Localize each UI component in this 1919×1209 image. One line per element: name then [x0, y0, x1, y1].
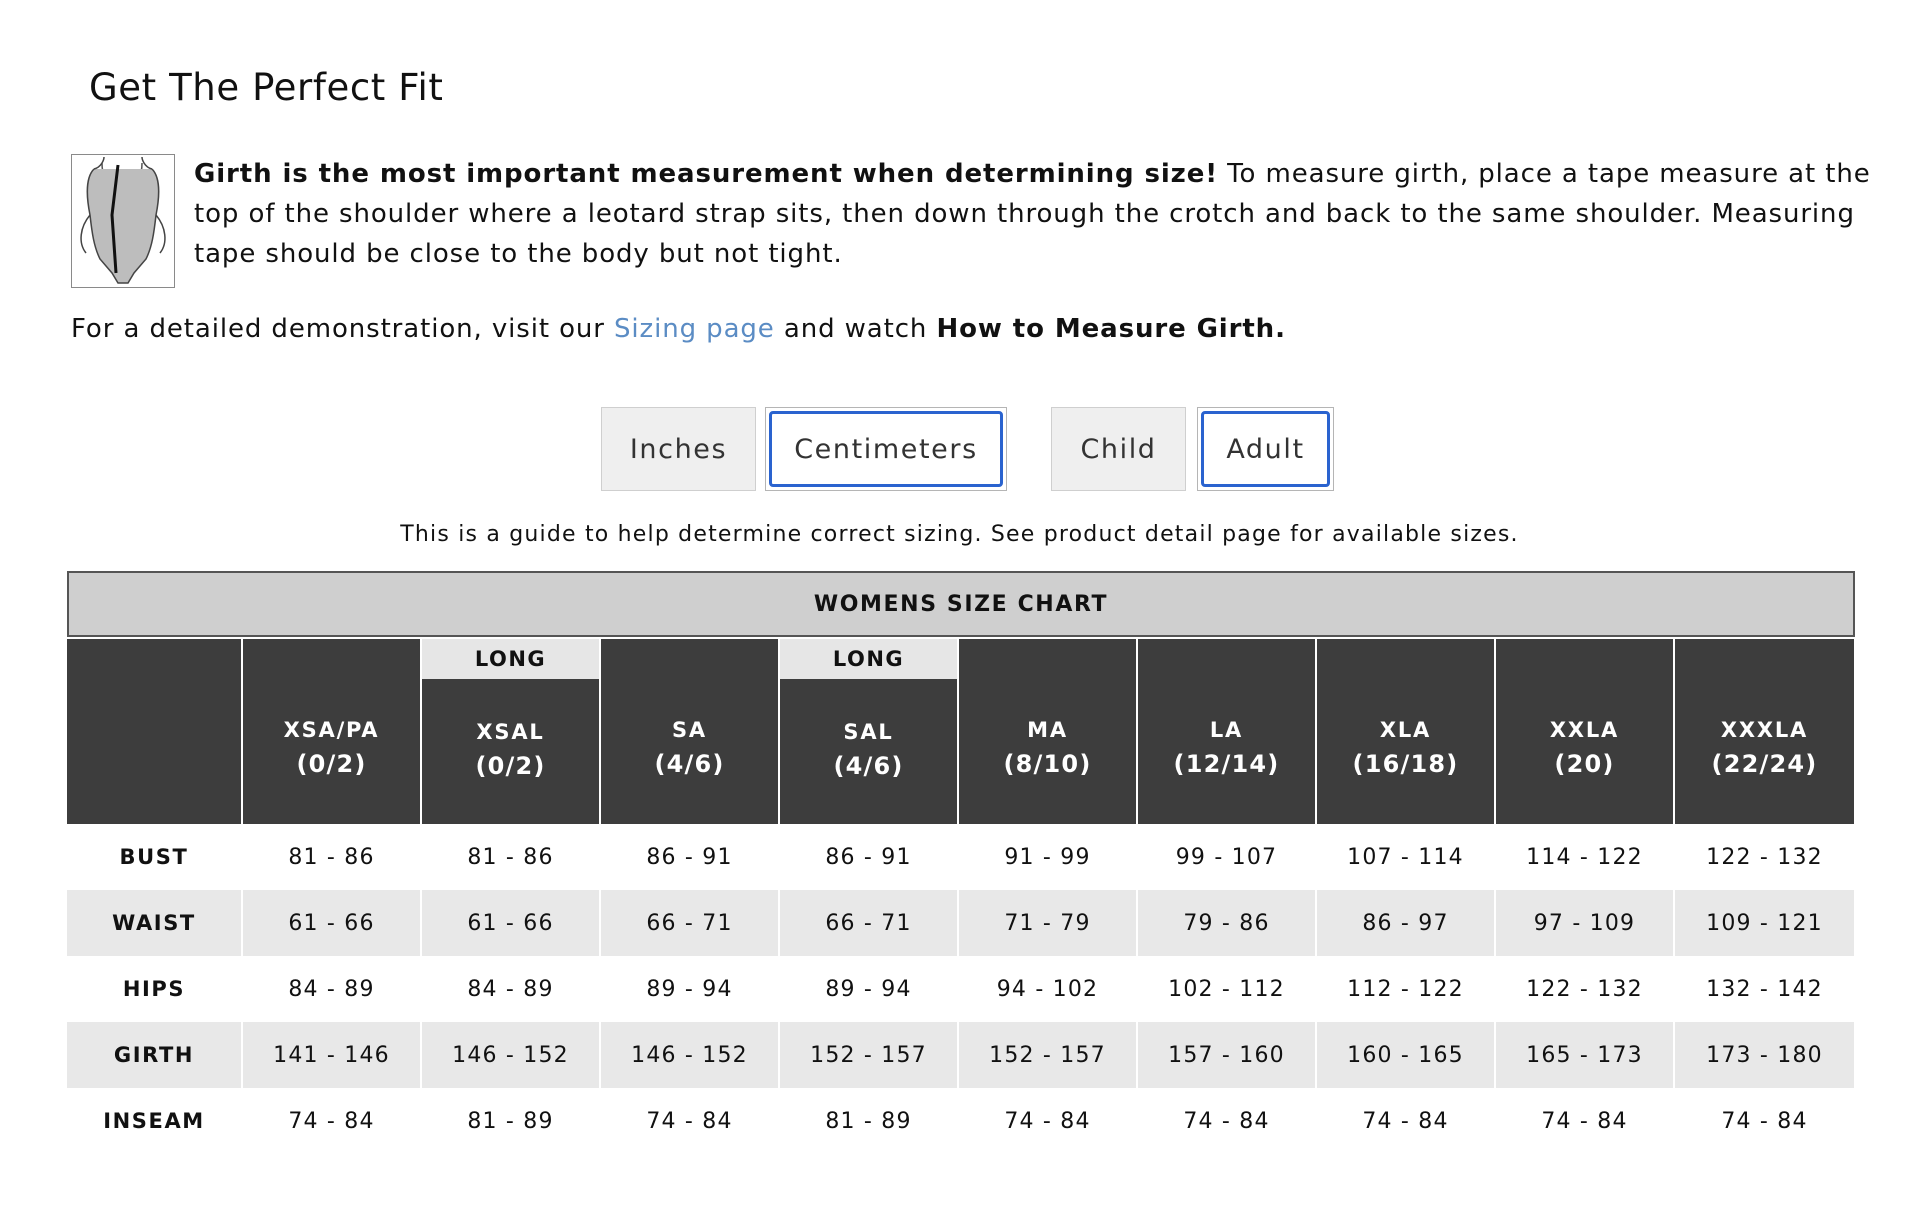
row-label: GIRTH [67, 1022, 243, 1088]
table-cell: 94 - 102 [959, 956, 1138, 1022]
table-cell: 157 - 160 [1138, 1022, 1317, 1088]
table-cell: 86 - 91 [601, 824, 780, 890]
table-cell: 74 - 84 [601, 1088, 780, 1154]
size-numeric: (20) [1554, 750, 1615, 778]
size-label [780, 715, 957, 783]
size-numeric: (22/24) [1711, 750, 1818, 778]
size-header-cell [601, 639, 780, 824]
table-cell: 86 - 91 [780, 824, 959, 890]
row-label: BUST [67, 824, 243, 890]
table-cell: 66 - 71 [780, 890, 959, 956]
sizing-guide-note: This is a guide to help determine correct sizing. See product detail page for available sizes. [400, 522, 1519, 547]
size-header-cell [1496, 639, 1675, 824]
table-cell: 152 - 157 [959, 1022, 1138, 1088]
table-cell: 132 - 142 [1675, 956, 1854, 1022]
table-row [67, 1088, 1855, 1154]
table-cell: 81 - 89 [422, 1088, 601, 1154]
table-row [67, 890, 1855, 956]
size-numeric: (4/6) [654, 750, 725, 778]
womens-size-chart [67, 571, 1855, 1154]
size-header-cell [1675, 639, 1854, 824]
table-cell: 114 - 122 [1496, 824, 1675, 890]
table-cell: 122 - 132 [1496, 956, 1675, 1022]
child-button-label: Child [1080, 433, 1157, 465]
size-code: XXXLA [1720, 718, 1809, 742]
table-cell: 112 - 122 [1317, 956, 1496, 1022]
size-header-cell [1138, 639, 1317, 824]
size-label [1138, 713, 1315, 781]
size-header-cell [243, 639, 422, 824]
size-label [422, 715, 599, 783]
size-numeric: (16/18) [1352, 750, 1459, 778]
toggle-buttons [0, 407, 1919, 493]
table-cell: 61 - 66 [422, 890, 601, 956]
page-title: Get The Perfect Fit [89, 66, 444, 109]
table-cell: 97 - 109 [1496, 890, 1675, 956]
table-cell: 160 - 165 [1317, 1022, 1496, 1088]
table-cell: 122 - 132 [1675, 824, 1854, 890]
centimeters-button[interactable] [765, 407, 1007, 491]
table-cell: 89 - 94 [780, 956, 959, 1022]
table-cell: 165 - 173 [1496, 1022, 1675, 1088]
table-cell: 84 - 89 [243, 956, 422, 1022]
size-header-cell [1317, 639, 1496, 824]
measurement-rows [67, 824, 1855, 1154]
intro-body-text: To measure girth, place a tape measure at the top of the shoulder where a leotard strap sits, then down through the crotch and back to the same shoulder. Measuring tape should be close to the body but not tight. [194, 159, 1871, 269]
centimeters-button-label: Centimeters [794, 433, 978, 465]
row-label: WAIST [67, 890, 243, 956]
long-tag: LONG [422, 639, 599, 679]
table-cell: 99 - 107 [1138, 824, 1317, 890]
table-cell: 81 - 86 [243, 824, 422, 890]
table-cell: 173 - 180 [1675, 1022, 1854, 1088]
size-numeric: (8/10) [1003, 750, 1092, 778]
table-cell: 81 - 86 [422, 824, 601, 890]
table-cell: 74 - 84 [1138, 1088, 1317, 1154]
size-label [243, 713, 420, 781]
size-code: MA [1027, 718, 1068, 742]
table-cell: 74 - 84 [959, 1088, 1138, 1154]
table-cell: 91 - 99 [959, 824, 1138, 890]
adult-button[interactable] [1197, 407, 1334, 491]
row-label: INSEAM [67, 1088, 243, 1154]
row-label: HIPS [67, 956, 243, 1022]
size-code: SA [672, 718, 707, 742]
size-code: XLA [1379, 718, 1432, 742]
table-cell: 84 - 89 [422, 956, 601, 1022]
table-cell: 146 - 152 [422, 1022, 601, 1088]
size-code: SAL [843, 720, 894, 744]
size-numeric: (0/2) [475, 752, 546, 780]
demo-line [71, 314, 1286, 344]
table-cell: 74 - 84 [1317, 1088, 1496, 1154]
table-cell: 71 - 79 [959, 890, 1138, 956]
table-cell: 66 - 71 [601, 890, 780, 956]
how-to-measure-girth-text: How to Measure Girth. [936, 314, 1286, 344]
chart-title: WOMENS SIZE CHART [67, 571, 1855, 637]
size-code: XXLA [1549, 718, 1620, 742]
table-cell: 102 - 112 [1138, 956, 1317, 1022]
table-cell: 146 - 152 [601, 1022, 780, 1088]
intro-bold-lead: Girth is the most important measurement when determining size! [194, 159, 1218, 189]
sizing-page-link[interactable]: Sizing page [614, 314, 775, 344]
size-header-cell [780, 639, 959, 824]
size-numeric: (12/14) [1173, 750, 1280, 778]
table-row [67, 1022, 1855, 1088]
adult-button-label: Adult [1226, 433, 1305, 465]
size-label [1496, 713, 1673, 781]
table-cell: 89 - 94 [601, 956, 780, 1022]
long-tag: LONG [780, 639, 957, 679]
inches-button-label: Inches [629, 433, 728, 465]
table-cell: 79 - 86 [1138, 890, 1317, 956]
table-cell: 109 - 121 [1675, 890, 1854, 956]
size-code: XSA/PA [283, 718, 380, 742]
size-code: XSAL [476, 720, 545, 744]
table-cell: 86 - 97 [1317, 890, 1496, 956]
child-button[interactable] [1051, 407, 1186, 491]
size-code: LA [1209, 718, 1244, 742]
table-cell: 81 - 89 [780, 1088, 959, 1154]
table-row [67, 824, 1855, 890]
header-corner [67, 639, 243, 824]
demo-prefix: For a detailed demonstration, visit our [71, 314, 615, 344]
table-cell: 141 - 146 [243, 1022, 422, 1088]
size-numeric: (0/2) [296, 750, 367, 778]
size-header-row [67, 639, 1855, 824]
girth-intro [71, 154, 1871, 290]
size-label [601, 713, 778, 781]
table-cell: 74 - 84 [243, 1088, 422, 1154]
table-cell: 74 - 84 [1675, 1088, 1854, 1154]
size-header-cell [959, 639, 1138, 824]
size-header-cell [422, 639, 601, 824]
leotard-girth-figure-icon [71, 154, 175, 288]
size-label [959, 713, 1136, 781]
inches-button[interactable] [601, 407, 756, 491]
demo-middle: and watch [774, 314, 937, 344]
table-cell: 61 - 66 [243, 890, 422, 956]
size-numeric: (4/6) [833, 752, 904, 780]
table-cell: 107 - 114 [1317, 824, 1496, 890]
size-label [1675, 713, 1854, 781]
table-row [67, 956, 1855, 1022]
table-cell: 74 - 84 [1496, 1088, 1675, 1154]
table-cell: 152 - 157 [780, 1022, 959, 1088]
intro-paragraph [194, 154, 1894, 274]
size-label [1317, 713, 1494, 781]
